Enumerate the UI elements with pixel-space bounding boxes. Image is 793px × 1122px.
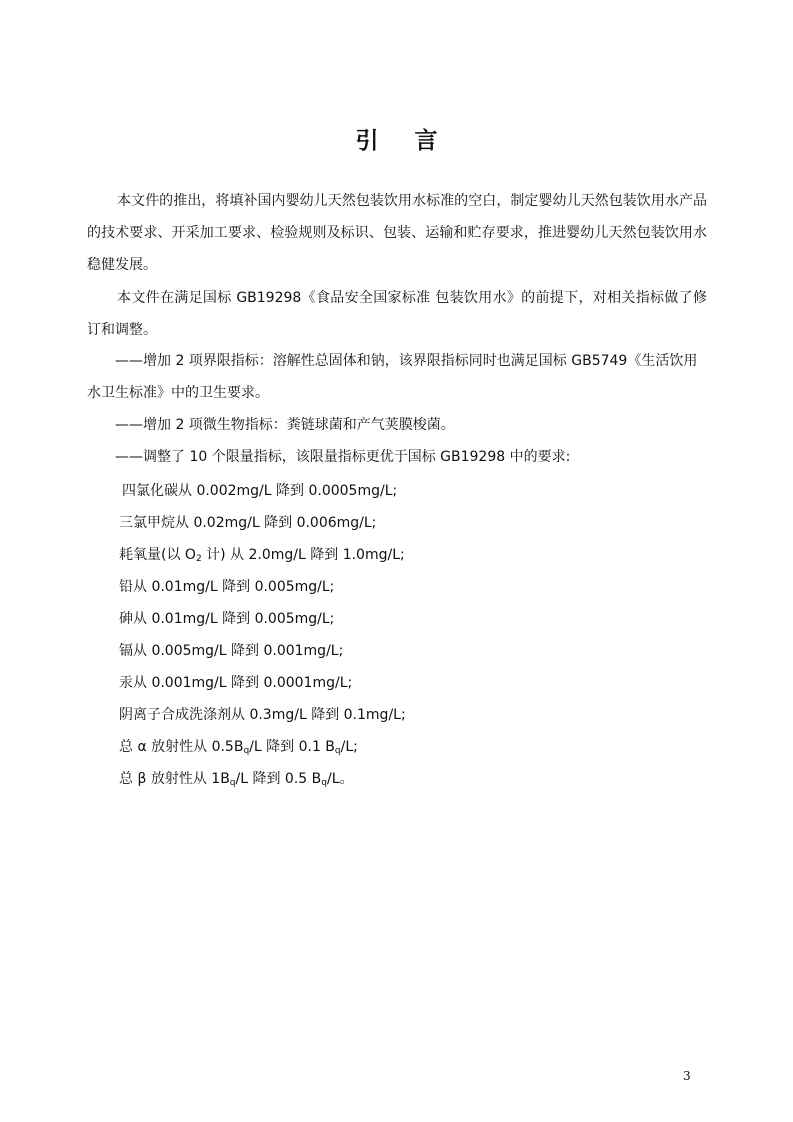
scope-paragraph: 本文件在满足国标 GB19298《食品安全国家标准 包装饮用水》的前提下，对相关指标做了修订和调整。	[87, 290, 707, 338]
page-number: 3	[683, 1069, 691, 1083]
limit-item-tetrachloride: 四氯化碳从 0.002mg/L 降到 0.0005mg/L;	[122, 483, 398, 499]
limit-item-anionic: 阴离子合成洗涤剂从 0.3mg/L 降到 0.1mg/L;	[119, 707, 406, 723]
limit-item-lead: 铅从 0.01mg/L 降到 0.005mg/L;	[119, 579, 335, 595]
intro-paragraph: 本文件的推出，将填补国内婴幼儿天然包装饮用水标准的空白，制定婴幼儿天然包装饮用水产品的技术要求、开采加工要求、检验规则及标识、包装、运输和贮存要求，推进婴幼儿天然包装饮用水稳健发展。	[87, 193, 707, 273]
title-char-2: 言	[414, 128, 438, 154]
dash-item-limits: ——增加 2 项界限指标：溶解性总固体和钠，该界限指标同时也满足国标 GB5749《生活饮用水卫生标准》中的卫生要求。	[87, 353, 698, 401]
dash-item-adjusted: ——调整了 10 个限量指标，该限量指标更优于国标 GB19298 中的要求:	[115, 449, 571, 465]
limit-item-alpha: 总 α 放射性从 $0.5B_q/L$ 降到 0.1 $B_q/L$;	[119, 739, 358, 756]
limit-item-chloroform: 三氯甲烷从 0.02mg/L 降到 0.006mg/L;	[119, 515, 377, 531]
title-char-1: 引	[355, 128, 379, 154]
limit-item-arsenic: 砷从 0.01mg/L 降到 0.005mg/L;	[119, 611, 335, 627]
limit-item-oxygen: 耗氧量(以 $O_2$ 计) 从 2.0mg/L 降到 1.0mg/L;	[119, 547, 405, 564]
dash-item-microbial: ——增加 2 项微生物指标：粪链球菌和产气荚膜梭菌。	[115, 417, 455, 433]
limit-item-cadmium: 镉从 0.005mg/L 降到 0.001mg/L;	[119, 643, 344, 659]
page-title	[0, 122, 793, 155]
limit-item-beta: 总 β 放射性从 $1B_q/L$ 降到 0.5 $B_q/L$。	[119, 771, 354, 788]
limit-item-mercury: 汞从 0.001mg/L 降到 0.0001mg/L;	[119, 675, 353, 691]
